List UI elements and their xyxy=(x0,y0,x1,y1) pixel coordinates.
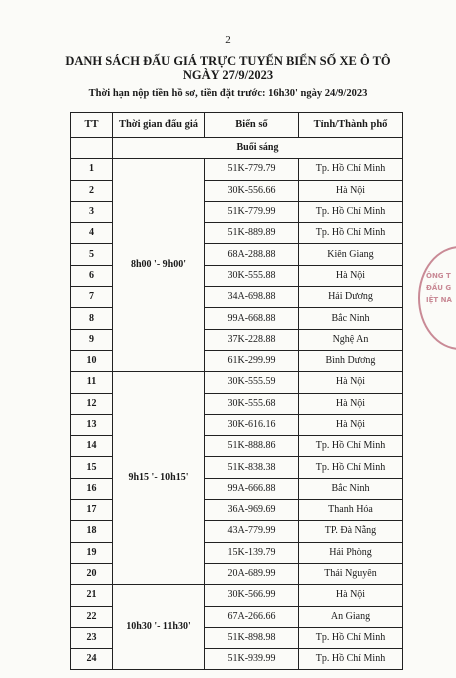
plate-number: 51K-779.99 xyxy=(205,201,299,222)
time-slot: 9h15 '- 10h15' xyxy=(113,372,205,585)
header-tt: TT xyxy=(71,113,113,138)
table-row xyxy=(71,159,403,180)
plate-number: 36A-969.69 xyxy=(205,500,299,521)
province: Kiên Giang xyxy=(299,244,403,265)
plate-number: 61K-299.99 xyxy=(205,350,299,371)
row-number: 15 xyxy=(71,457,113,478)
table-row xyxy=(71,372,403,393)
province: Hà Nội xyxy=(299,414,403,435)
plate-number: 30K-566.99 xyxy=(205,585,299,606)
province: Hà Nội xyxy=(299,180,403,201)
row-number: 24 xyxy=(71,649,113,670)
stamp-text-2: ĐẤU G xyxy=(426,284,452,292)
province: Hải Phòng xyxy=(299,542,403,563)
plate-number: 67A-266.66 xyxy=(205,606,299,627)
province: Tp. Hồ Chí Minh xyxy=(299,223,403,244)
row-number: 13 xyxy=(71,414,113,435)
stamp-text-1: ÔNG T xyxy=(426,272,451,280)
row-number: 18 xyxy=(71,521,113,542)
row-number: 10 xyxy=(71,350,113,371)
official-stamp xyxy=(418,246,456,350)
province: Tp. Hồ Chí Minh xyxy=(299,159,403,180)
province: An Giang xyxy=(299,606,403,627)
plate-number: 68A-288.88 xyxy=(205,244,299,265)
stamp-text-3: IỆT NA xyxy=(426,296,452,304)
row-number: 17 xyxy=(71,500,113,521)
plate-number: 30K-556.66 xyxy=(205,180,299,201)
plate-number: 30K-555.59 xyxy=(205,372,299,393)
plate-number: 51K-898.98 xyxy=(205,627,299,648)
table-row xyxy=(71,585,403,606)
plate-number: 30K-555.88 xyxy=(205,265,299,286)
row-number: 20 xyxy=(71,563,113,584)
plate-number: 34A-698.88 xyxy=(205,287,299,308)
plate-number: 15K-139.79 xyxy=(205,542,299,563)
province: Hà Nội xyxy=(299,393,403,414)
plate-number: 51K-779.79 xyxy=(205,159,299,180)
time-slot: 8h00 '- 9h00' xyxy=(113,159,205,372)
province: Hà Nội xyxy=(299,585,403,606)
page-number: 2 xyxy=(225,34,231,46)
row-number: 11 xyxy=(71,372,113,393)
row-number: 22 xyxy=(71,606,113,627)
province: Tp. Hồ Chí Minh xyxy=(299,649,403,670)
province: Hà Nội xyxy=(299,265,403,286)
plate-number: 43A-779.99 xyxy=(205,521,299,542)
province: Tp. Hồ Chí Minh xyxy=(299,457,403,478)
plate-number: 51K-838.38 xyxy=(205,457,299,478)
province: Bắc Ninh xyxy=(299,478,403,499)
province: Tp. Hồ Chí Minh xyxy=(299,201,403,222)
row-number: 12 xyxy=(71,393,113,414)
header-time: Thời gian đấu giá xyxy=(113,113,205,138)
row-number: 9 xyxy=(71,329,113,350)
row-number: 21 xyxy=(71,585,113,606)
province: Hải Dương xyxy=(299,287,403,308)
row-number: 5 xyxy=(71,244,113,265)
province: Nghệ An xyxy=(299,329,403,350)
session-row xyxy=(71,138,403,159)
deadline-note: Thời hạn nộp tiền hồ sơ, tiền đặt trước: 16h30' ngày 24/9/2023 xyxy=(88,88,368,99)
header-plate: Biển số xyxy=(205,113,299,138)
province: Bắc Ninh xyxy=(299,308,403,329)
row-number: 3 xyxy=(71,201,113,222)
province: TP. Đà Nẵng xyxy=(299,521,403,542)
row-number: 8 xyxy=(71,308,113,329)
document-title xyxy=(0,54,456,82)
row-number: 2 xyxy=(71,180,113,201)
plate-number: 30K-616.16 xyxy=(205,414,299,435)
title-line-2: NGÀY 27/9/2023 xyxy=(182,68,274,82)
row-number: 1 xyxy=(71,159,113,180)
plate-number: 30K-555.68 xyxy=(205,393,299,414)
row-number: 16 xyxy=(71,478,113,499)
time-slot: 10h30 '- 11h30' xyxy=(113,585,205,670)
row-number: 19 xyxy=(71,542,113,563)
province: Bình Dương xyxy=(299,350,403,371)
table-body xyxy=(71,138,403,670)
province: Thanh Hóa xyxy=(299,500,403,521)
header-province: Tỉnh/Thành phố xyxy=(299,113,403,138)
plate-number: 99A-668.88 xyxy=(205,308,299,329)
row-number: 6 xyxy=(71,265,113,286)
row-number: 14 xyxy=(71,436,113,457)
title-line-1: DANH SÁCH ĐẤU GIÁ TRỰC TUYẾN BIỂN SỐ XE Ô TÔ xyxy=(65,54,391,68)
row-number: 4 xyxy=(71,223,113,244)
province: Tp. Hồ Chí Minh xyxy=(299,436,403,457)
plate-number: 51K-939.99 xyxy=(205,649,299,670)
auction-table xyxy=(70,112,403,670)
row-number: 23 xyxy=(71,627,113,648)
table-header-row xyxy=(71,113,403,138)
province: Hà Nội xyxy=(299,372,403,393)
plate-number: 37K-228.88 xyxy=(205,329,299,350)
row-number: 7 xyxy=(71,287,113,308)
plate-number: 51K-888.86 xyxy=(205,436,299,457)
plate-number: 20A-689.99 xyxy=(205,563,299,584)
province: Thái Nguyên xyxy=(299,563,403,584)
plate-number: 99A-666.88 xyxy=(205,478,299,499)
province: Tp. Hồ Chí Minh xyxy=(299,627,403,648)
plate-number: 51K-889.89 xyxy=(205,223,299,244)
session-tt-cell xyxy=(71,138,113,159)
session-label: Buổi sáng xyxy=(113,138,403,159)
